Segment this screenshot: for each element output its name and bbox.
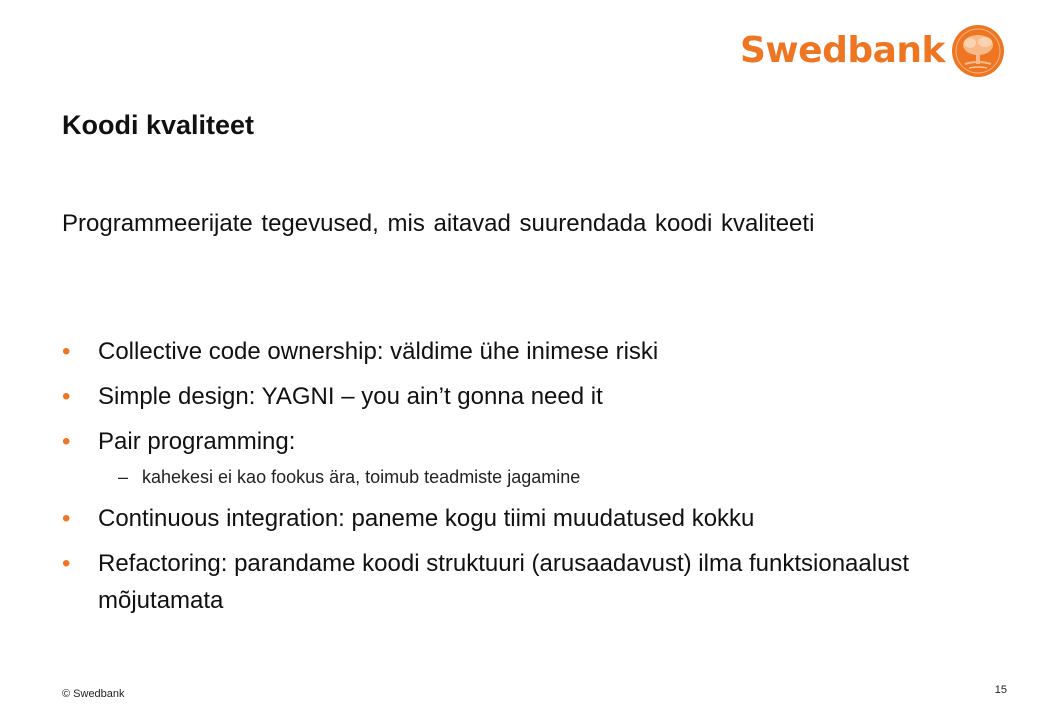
- bullet-item: [62, 545, 978, 619]
- bullet-text: Collective code ownership: väldime ühe inimese riski: [98, 338, 659, 365]
- bullet-dot-icon: •: [62, 505, 71, 532]
- bullet-dot-icon: •: [62, 428, 71, 455]
- bullet-text: Simple design: YAGNI – you ain’t gonna need it: [98, 383, 603, 410]
- bullet-dot-icon: •: [62, 338, 71, 365]
- logo-wordmark: Swedbank: [739, 30, 945, 71]
- bullet-item: [62, 378, 1022, 415]
- swedbank-logo: [740, 24, 1005, 78]
- bullet-item: [62, 423, 1022, 460]
- sub-bullet-group: [62, 462, 1022, 492]
- bullet-dot-icon: •: [62, 550, 71, 577]
- slide-title: Koodi kvaliteet: [62, 110, 255, 140]
- sub-bullet-list: [62, 462, 1022, 492]
- bullet-text: Pair programming:: [98, 428, 296, 455]
- page-number: 15: [994, 684, 1007, 696]
- sub-bullet-text: kahekesi ei kao fookus ära, toimub teadmiste jagamine: [142, 467, 581, 487]
- intro-text: Programmeerijate tegevused, mis aitavad suurendada koodi kvaliteeti: [62, 210, 815, 237]
- oak-tree-icon: [951, 24, 1005, 78]
- bullet-text: Refactoring: parandame koodi struktuuri (arusaadavust) ilma funktsionaalust mõjutamata: [98, 550, 910, 614]
- bullet-list: [62, 333, 1022, 627]
- bullet-dot-icon: •: [62, 383, 71, 410]
- bullet-text: Continuous integration: paneme kogu tiimi muudatused kokku: [98, 505, 755, 532]
- bullet-item: [62, 333, 1022, 370]
- dash-icon: –: [118, 467, 129, 487]
- bullet-item: [62, 500, 1022, 537]
- copyright-footer: © Swedbank: [62, 688, 125, 700]
- sub-bullet-item: [62, 462, 1022, 492]
